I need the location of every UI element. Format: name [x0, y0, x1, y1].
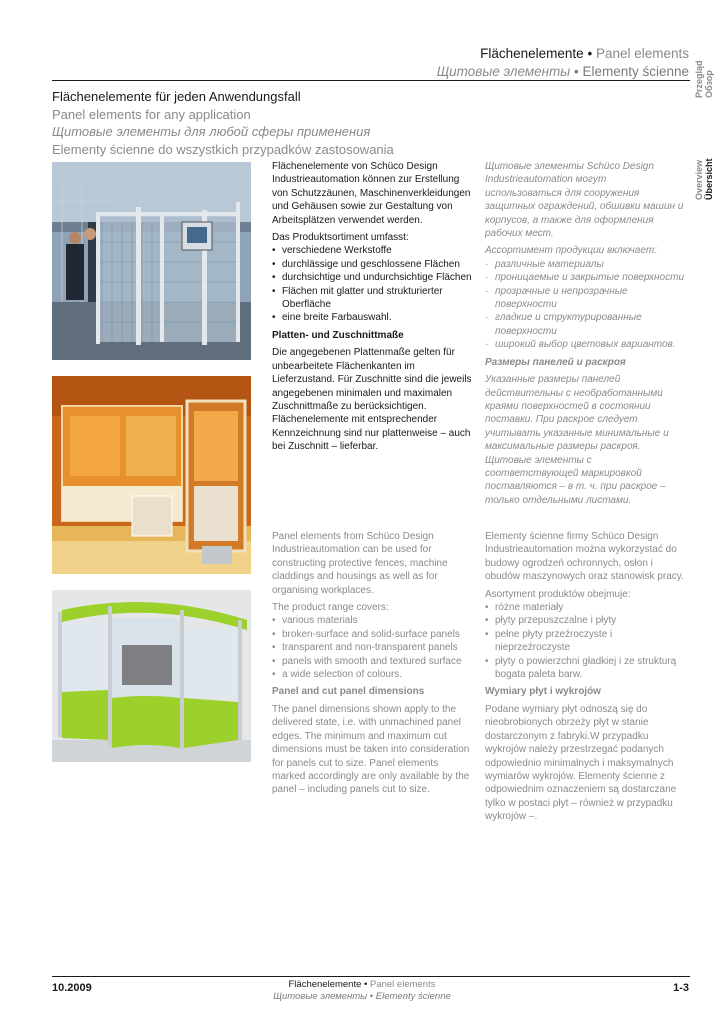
list-item: · прозрачные и непрозрачные поверхности [485, 285, 685, 312]
de-intro: Flächenelemente von Schüco Design Industrieautomation können zur Erstellung von Schutzzäunen, Maschinenverkleidungen und Gehäusen sowie zur Gestaltung von Arbeitsplätzen verwendet werden. [272, 161, 471, 226]
de-range-list [272, 244, 472, 324]
header-rule [52, 80, 690, 81]
list-item: • verschiedene Werkstoffe [272, 244, 472, 257]
ru-body: Указанные размеры панелей действительны с необработанными краями поверхностей в состоянии поставки. При раскрое следует учитывать указанные минимальные и максимальные размеры раскроя. Щитовые элементы с соответствующей маркировкой поставляются – в т. ч. при раскрое – только отдельными листами. [485, 374, 669, 506]
header-title-en: Panel elements [595, 46, 689, 61]
en-range-list [272, 614, 472, 681]
header-separator: • [583, 46, 596, 61]
ru-range-intro: Ассортимент продукции включает: [485, 245, 657, 257]
footer-title-en: Panel elements [370, 979, 436, 990]
de-heading: Platten- und Zuschnittmaße [272, 329, 404, 341]
pl-range-intro: Asortyment produktów obejmuje: [485, 588, 631, 600]
side-tab-overview-pl-ru [694, 50, 714, 98]
de-body: Die angegebenen Plattenmaße gelten für unbearbeitete Flächenkanten im Lieferzustand. Für Zuschnitte sind die jeweils angegebenen minimalen und maximalen Zuschnittmaße zu berücksichtigen. Flächenelemente mit entsprechender Kennzeichnung sind nur plattenweise – auch bei Zuschnitt – lieferbar. [272, 347, 472, 453]
header-title-de: Flächenelemente [480, 46, 584, 61]
side-tab-pl: Przegląd [694, 60, 704, 98]
photo-green-cabin [52, 590, 251, 762]
column-en [272, 530, 472, 801]
list-item: · широкий выбор цветовых вариантов. [485, 338, 685, 351]
list-item: • Flächen mit glatter und strukturierter Oberfläche [272, 285, 472, 312]
en-body: The panel dimensions shown apply to the delivered state, i.e. with unmachined panel edges. The minimum and maximum cut dimensions must be taken into consideration for panels cut to size. Panel elements marked accordingly are only available by the panel – including panels cut to size. [272, 703, 470, 796]
list-item: • various materials [272, 614, 472, 627]
de-range-intro: Das Produktsortiment umfasst: [272, 232, 409, 244]
side-tab-ru: Обзор [704, 70, 714, 98]
en-range-intro: The product range covers: [272, 602, 389, 614]
title-ru: Щитовые элементы для любой сферы применения [52, 124, 371, 139]
header-title-ru: Щитовые элементы [436, 64, 571, 79]
footer-title-de: Flächenelemente [288, 979, 362, 990]
pl-body: Podane wymiary płyt odnoszą się do nieobrobionych obrzeży płyt w stanie dostarczonym z fabryki.W przypadku wykrojów należy przestrzegać podanych odpowiednio minimalnych i maksymalnych wymiarów wykrojów. Elementy ścienne z odpowiednim oznaczeniem są dostarczane tylko w postaci płyt – również w przypadku wykrojów –. [485, 703, 677, 823]
ru-intro: Щитовые элементы Schüco Design Industrieautomation могут использоваться для сооружения защитных ограждений, обшивки машин и корпусов, а также для оформления рабочих мест. [485, 161, 684, 240]
header-title-line1 [480, 46, 689, 61]
en-intro: Panel elements from Schüco Design Industrieautomation can be used for constructing protective fences, machine claddings and housings as well as for organising workplaces. [272, 531, 448, 596]
en-heading: Panel and cut panel dimensions [272, 686, 425, 698]
photo-machine-room [52, 376, 251, 574]
side-tab-de: Übersicht [704, 158, 714, 200]
list-item: • płyty przepuszczalne i płyty [485, 614, 685, 627]
pl-intro: Elementy ścienne firmy Schüco Design Industrieautomation można wykorzystać do budowy ogrodzeń ochronnych, osłon i obudów maszynowych oraz stanowisk pracy. [485, 531, 684, 583]
list-item: • transparent and non-transparent panels [272, 641, 472, 654]
side-tab-overview-en-de [694, 150, 714, 200]
list-item: · гладкие и структурированные поверхности [485, 311, 685, 338]
pl-heading: Wymiary płyt i wykrojów [485, 686, 601, 698]
footer-separator: • [361, 979, 370, 990]
list-item: • a wide selection of colours. [272, 668, 472, 681]
column-ru [485, 160, 685, 511]
section-titles [52, 88, 394, 158]
list-item: • durchlässige und geschlossene Flächen [272, 258, 472, 271]
list-item: • broken-surface and solid-surface panels [272, 628, 472, 641]
footer-title-line1 [0, 979, 724, 990]
title-de: Flächenelemente für jeden Anwendungsfall [52, 89, 301, 104]
header-separator-2: • [570, 64, 583, 79]
list-item: • eine breite Farbauswahl. [272, 311, 472, 324]
list-item: • różne materiały [485, 601, 685, 614]
photo-workshop-fence [52, 162, 251, 360]
side-tab-en: Overview [694, 159, 704, 200]
footer-title-line2: Щитовые элементы • Elementy ścienne [273, 991, 451, 1002]
column-de [272, 160, 472, 458]
column-pl [485, 530, 685, 828]
footer-rule [52, 976, 690, 977]
list-item: • durchsichtige und undurchsichtige Flächen [272, 271, 472, 284]
header-title-line2 [437, 64, 689, 79]
page-number: 1-3 [673, 982, 689, 994]
ru-heading: Размеры панелей и раскроя [485, 356, 626, 368]
title-en: Panel elements for any application [52, 106, 251, 122]
pl-range-list [485, 601, 685, 681]
header-title-pl: Elementy ścienne [582, 64, 689, 79]
list-item: · проницаемые и закрытые поверхности [485, 271, 685, 284]
list-item: • panels with smooth and textured surface [272, 655, 472, 668]
list-item: • płyty o powierzchni gładkiej i ze strukturą bogata paleta barw. [485, 655, 685, 682]
title-pl: Elementy ścienne do wszystkich przypadków zastosowania [52, 141, 394, 157]
footer-date: 10.2009 [52, 982, 92, 994]
ru-range-list [485, 258, 685, 352]
list-item: · различные материалы [485, 258, 685, 271]
list-item: • pełne płyty przeźroczyste i nieprzeźroczyste [485, 628, 685, 655]
